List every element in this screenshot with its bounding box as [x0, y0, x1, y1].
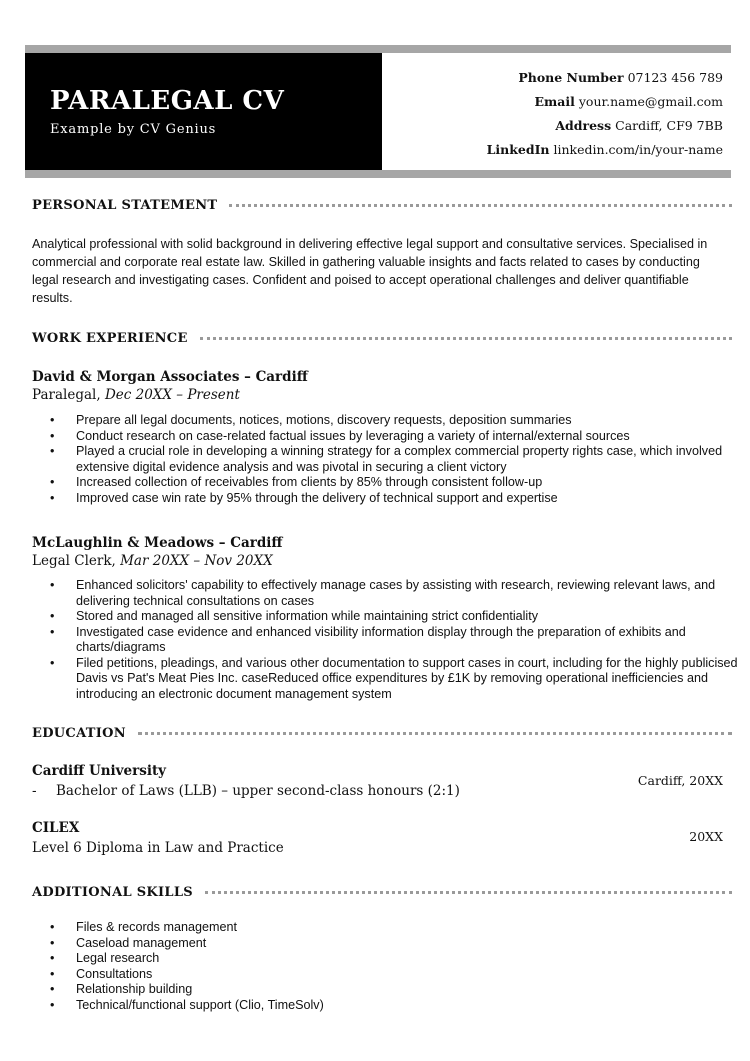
job-employer: McLaughlin & Meadows – Cardiff [32, 535, 283, 551]
personal-statement-text: Analytical professional with solid background in delivering effective legal support and consultative services. Specialised in commercial and corporate real estate law. Skilled in gathering valuable insights and facts related to cases by conducting legal research and investigating cases. Confident and poised to accept operational challenges and deliver quantifiable results. [32, 237, 708, 305]
title-box [25, 53, 382, 170]
list-item: • Filed petitions, pleadings, and various other documentation to support cases in court, including for the highly publicised Davis vs Pat's Meat Pies Inc. caseReduced office expenditures by £1K by removing operational inefficiencies and introducing an electronic document management system [76, 656, 750, 703]
contact-linkedin: LinkedIn linkedin.com/in/your-name [486, 142, 723, 157]
section-divider [205, 891, 732, 894]
contact-block [487, 66, 723, 162]
contact-address: Address Cardiff, CF9 7BB [555, 118, 723, 133]
education-detail: Level 6 Diploma in Law and Practice [32, 840, 284, 856]
section-divider [138, 732, 732, 735]
list-item: • Stored and managed all sensitive information while maintaining strict confidentiality [76, 609, 750, 625]
header-top-bar [25, 45, 731, 53]
list-item: • Investigated case evidence and enhanced visibility information display through the preparation of exhibits and charts/diagrams [76, 625, 750, 656]
education-heading: EDUCATION [32, 726, 732, 741]
education-date: 20XX [689, 829, 723, 844]
education-school: CILEX [32, 820, 80, 836]
work-experience-heading: WORK EXPERIENCE [32, 331, 732, 346]
additional-skills-heading: ADDITIONAL SKILLS [32, 885, 732, 900]
list-item: • Files & records management [76, 920, 750, 936]
list-item: • Enhanced solicitors' capability to effectively manage cases by assisting with research, reviewing relevant laws, and delivering technical consultations on cases [76, 578, 750, 609]
contact-email: Email your.name@gmail.com [534, 94, 723, 109]
section-divider [229, 204, 732, 207]
job-bullets [32, 413, 750, 506]
contact-phone: Phone Number 07123 456 789 [518, 70, 723, 85]
list-item: • Relationship building [76, 982, 750, 998]
skills-list [32, 920, 750, 1013]
education-school: Cardiff University [32, 763, 167, 779]
list-item: • Legal research [76, 951, 750, 967]
section-divider [200, 337, 732, 340]
list-item: • Technical/functional support (Clio, TimeSolv) [76, 998, 750, 1014]
education-location-date: Cardiff, 20XX [637, 773, 723, 788]
job-role: Legal Clerk, Mar 20XX – Nov 20XX [32, 553, 273, 569]
job-role: Paralegal, Dec 20XX – Present [32, 387, 240, 403]
job-employer: David & Morgan Associates – Cardiff [32, 369, 308, 385]
list-item: • Played a crucial role in developing a winning strategy for a complex commercial property rights case, which involved extensive digital evidence analysis and was pivotal in securing a client victory [76, 444, 750, 475]
list-item: • Improved case win rate by 95% through the delivery of technical support and expertise [76, 491, 750, 507]
cv-title: PARALEGAL CV [50, 86, 285, 116]
list-item: • Caseload management [76, 936, 750, 952]
cv-subtitle: Example by CV Genius [50, 122, 217, 137]
list-item: • Increased collection of receivables from clients by 85% through consistent follow-up [76, 475, 750, 491]
list-item: • Consultations [76, 967, 750, 983]
education-detail: - Bachelor of Laws (LLB) – upper second-class honours (2:1) [32, 783, 460, 799]
job-bullets [32, 578, 750, 702]
list-item: • Prepare all legal documents, notices, motions, discovery requests, deposition summaries [76, 413, 750, 429]
personal-statement-heading: PERSONAL STATEMENT [32, 198, 732, 213]
list-item: • Conduct research on case-related factual issues by leveraging a variety of internal/external sources [76, 429, 750, 445]
header-bottom-bar [25, 170, 731, 178]
